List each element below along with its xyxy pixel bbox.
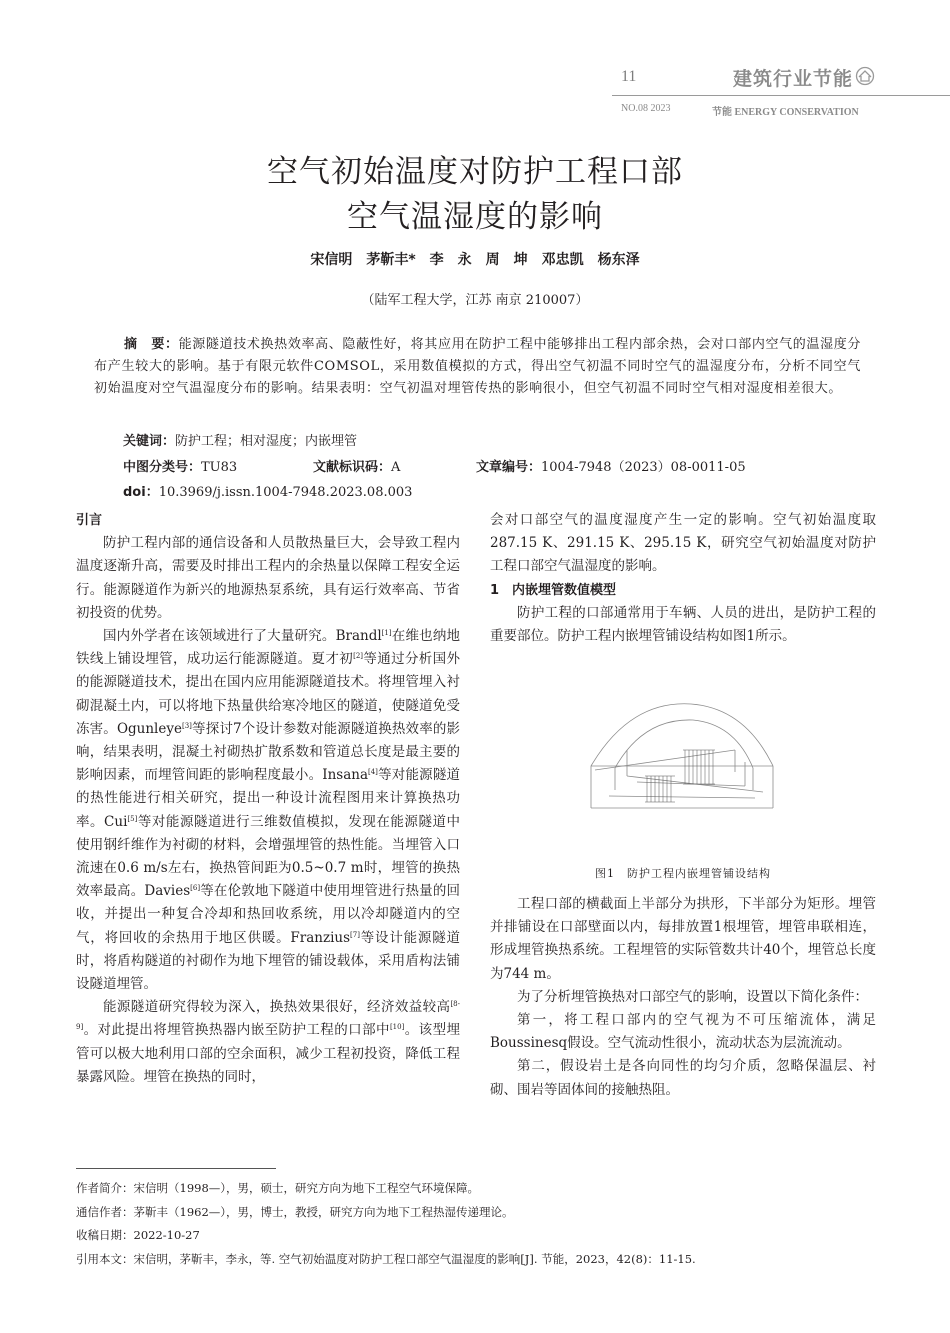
citation-10[interactable]: [10] bbox=[389, 1023, 405, 1032]
paragraph-7: 第二，假设岩土是各向同性的均匀介质，忽略保温层、衬砌、围岩等固体间的接触热阻。 bbox=[490, 1058, 876, 1098]
paragraph-5: 为了分析埋管换热对口部空气的影响，设置以下简化条件： bbox=[517, 988, 868, 1005]
body-right-column-top bbox=[490, 509, 876, 648]
abstract bbox=[94, 334, 861, 400]
paragraph-figure-ref: 防护工程的口部通常用于车辆、人员的进出，是防护工程的重要部位。防护工程内嵌埋管铺设结构如图1所示。 bbox=[490, 604, 876, 645]
issue-label: NO.08 2023 bbox=[621, 103, 671, 114]
paragraph-1: 防护工程内部的通信设备和人员散热量巨大，会导致工程内温度逐渐升高，需要及时排出工程内的余热量以保障工程安全运行。能源隧道作为新兴的地源热泵系统，具有运行效率高、节省初投资的优势。 bbox=[76, 535, 460, 621]
heading-intro: 引言 bbox=[76, 513, 103, 528]
text-span: 等对能源隧道的热性能进行相关研究，提出一种设计流程图用来计算换热功率。Cui bbox=[76, 767, 461, 830]
journal-en-label: 节能 ENERGY CONSERVATION bbox=[712, 107, 859, 118]
paragraph-continued: 会对口部空气的温度湿度产生一定的影响。空气初始温度取287.15 K、291.15 K、295.15 K，研究空气初始温度对防护工程口部空气温湿度的影响。 bbox=[490, 512, 876, 575]
doc-code bbox=[313, 456, 400, 475]
article-number bbox=[476, 456, 746, 475]
authors: 宋信明 茅靳丰* 李 永 周 坤 邓忠凯 杨东泽 bbox=[310, 252, 640, 268]
doc-code-text: A bbox=[391, 460, 401, 475]
heading-section-1: 1 内嵌埋管数值模型 bbox=[490, 582, 617, 598]
footnote-received-date: 收稿日期：2022-10-27 bbox=[76, 1228, 200, 1242]
figure-1-caption: 图1 防护工程内嵌埋管铺设结构 bbox=[595, 867, 771, 880]
text-span: 等在伦敦地下隧道中使用埋管进行热量的回收，并提出一种复合冷却和热回收系统，用以冷却隧道内的空气，将回收的余热用于地区供暖。Franzius bbox=[76, 883, 461, 946]
doi-label: doi： bbox=[123, 485, 159, 500]
abstract-label: 摘 要： bbox=[124, 337, 179, 352]
citation-2[interactable]: [2] bbox=[353, 652, 364, 661]
citation-4[interactable]: [4] bbox=[368, 768, 378, 777]
text-span: 在维也纳地铁线上铺设埋管，成功运行能源隧道。夏才初 bbox=[76, 628, 461, 668]
footnote-author-intro: 作者简介：宋信明（1998—），男，硕士，研究方向为地下工程空气环境保障。 bbox=[76, 1181, 480, 1195]
paragraph-6: 第一，将工程口部内的空气视为不可压缩流体，满足Boussinesq假设。空气流动性很小，流动状态为层流流动。 bbox=[490, 1012, 876, 1052]
text-span: 国内外学者在该领域进行了大量研究。Brandl bbox=[103, 628, 382, 645]
paragraph-4: 工程口部的横截面上半部分为拱形，下半部分为矩形。埋管并排铺设在口部壁面以内，每排放置1根埋管，埋管串联相连，形成埋管换热系统。工程埋管的实际管数共计40个，埋管总长度为744 m。 bbox=[490, 896, 876, 982]
classification-label: 中图分类号： bbox=[123, 460, 202, 475]
keywords-label: 关键词： bbox=[123, 434, 176, 449]
keywords bbox=[123, 430, 357, 449]
citation-7[interactable]: [7] bbox=[350, 930, 360, 939]
text-span: 等设计能源隧道时，将盾构隧道的衬砌作为地下埋管的铺设载体，采用盾构法铺设隧道埋管。 bbox=[76, 929, 460, 993]
journal-name: 建筑行业节能 bbox=[733, 68, 854, 90]
text-span: 等通过分析国外的能源隧道技术，提出在国内应用能源隧道技术。将埋管埋入衬砌混凝土内，可以将地下热量供给寒冷地区的隧道，使隧道免受冻害。Ogunleye bbox=[76, 651, 461, 737]
text-span: 。该型埋管可以极大地利用口部的空余面积，减少工程初投资，降低工程暴露风险。埋管在换热的同时， bbox=[76, 1022, 461, 1085]
citation-8-9[interactable]: [8-9] bbox=[76, 1000, 460, 1032]
paragraph-2 bbox=[76, 625, 460, 996]
affiliation: （陆军工程大学，江苏 南京 210007） bbox=[361, 293, 589, 308]
journal-logo-icon bbox=[855, 66, 875, 86]
text-span: 等探讨7个设计参数对能源隧道换热效率的影响，结果表明，混凝土衬砌热扩散系数和管道总长度是最主要的影响因素，而埋管间距的影响程度最小。Insana bbox=[76, 720, 460, 784]
footnote-citation: 引用本文：宋信明，茅靳丰，李永，等. 空气初始温度对防护工程口部空气温湿度的影响[J]. 节能，2023，42(8)：11-15. bbox=[76, 1251, 696, 1266]
citation-6[interactable]: [6] bbox=[190, 884, 201, 893]
paper-title-line1: 空气初始温度对防护工程口部 bbox=[267, 154, 683, 190]
footnote-rule bbox=[76, 1168, 276, 1169]
classification bbox=[123, 456, 237, 475]
body-right-column-bottom bbox=[490, 893, 876, 1102]
text-span: 能源隧道研究得较为深入，换热效果很好，经济效益较高 bbox=[103, 999, 451, 1016]
classification-text: TU83 bbox=[201, 460, 238, 475]
doi bbox=[123, 481, 412, 500]
abstract-text: 能源隧道技术换热效率高、隐蔽性好，将其应用在防护工程中能够排出工程内部余热，会对口部内空气的温湿度分布产生较大的影响。基于有限元软件COMSOL，采用数值模拟的方式，得出空气初温不同时空气的温湿度分布，分析不同空气初始温度对空气温湿度分布的影响。结果表明：空气初温对埋管传热的影响很小，但空气初温不同时空气相对湿度相差很大。 bbox=[94, 337, 861, 396]
page-number: 11 bbox=[621, 68, 637, 85]
paper-title-line2: 空气温湿度的影响 bbox=[347, 199, 603, 235]
text-span: 。对此提出将埋管换热器内嵌至防护工程的口部中 bbox=[83, 1022, 390, 1039]
keywords-text: 防护工程；相对湿度；内嵌埋管 bbox=[175, 434, 358, 449]
article-number-label: 文章编号： bbox=[476, 460, 542, 475]
doc-code-label: 文献标识码： bbox=[313, 460, 392, 475]
figure-1-tunnel-pipe-layout bbox=[585, 690, 777, 835]
paragraph-3 bbox=[76, 996, 460, 1089]
footnotes bbox=[76, 1177, 696, 1271]
footnote-corresponding-author: 通信作者：茅靳丰（1962—），男，博士，教授，研究方向为地下工程热湿传递理论。 bbox=[76, 1204, 514, 1219]
body-left-column bbox=[76, 509, 460, 1089]
citation-5[interactable]: [5] bbox=[127, 814, 138, 823]
header-rule bbox=[612, 95, 950, 96]
text-span: 等对能源隧道进行三维数值模拟，发现在能源隧道中使用钢纤维作为衬砌的材料，会增强埋管的热性能。当埋管入口流速在0.6 m/s左右，换热管间距为0.5~0.7 m时，埋管的换热效率最高。Davies bbox=[76, 813, 461, 900]
article-number-text: 1004-7948（2023）08-0011-05 bbox=[541, 460, 746, 475]
doi-text: 10.3969/j.issn.1004-7948.2023.08.003 bbox=[158, 485, 413, 500]
citation-3[interactable]: [3] bbox=[181, 721, 192, 730]
citation-1[interactable]: [1] bbox=[381, 629, 392, 638]
